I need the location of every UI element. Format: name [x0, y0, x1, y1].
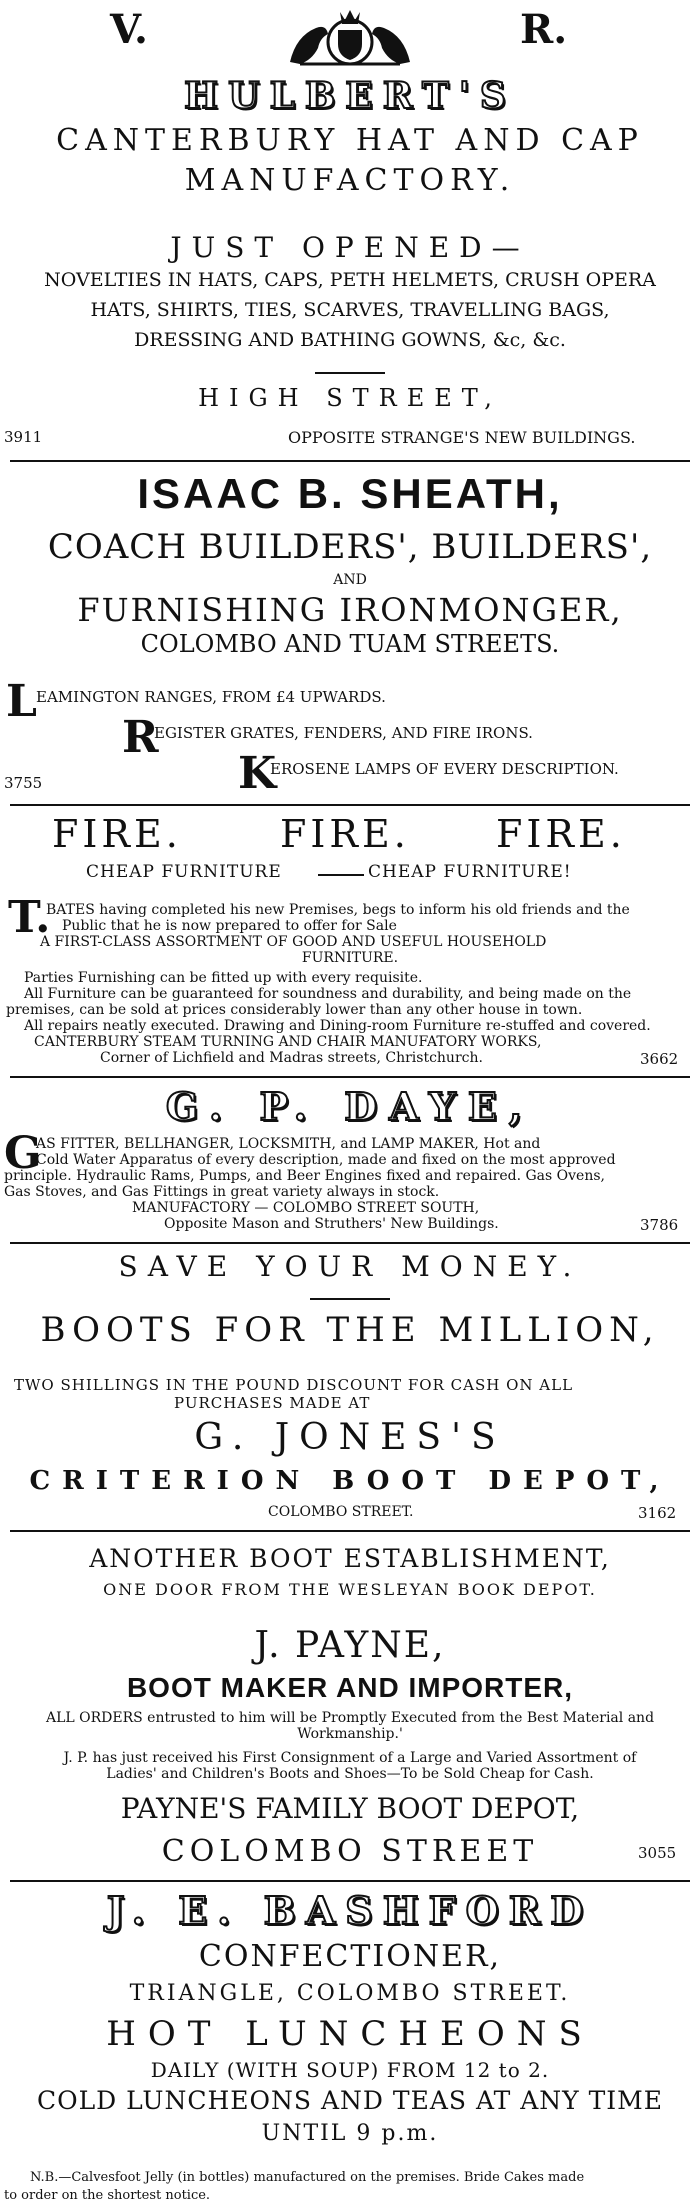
jones-name: G. JONES'S [194, 1417, 506, 1458]
bates-p9: CANTERBURY STEAM TURNING AND CHAIR MANUFATORY WORKS, [34, 1034, 542, 1050]
payne-name: J. PAYNE, [254, 1625, 446, 1666]
sheath-dropcap-k: K [238, 748, 277, 799]
sheath-dropcap-l: L [6, 676, 37, 727]
jones-number: 3162 [638, 1504, 677, 1522]
bates-p7: premises, can be sold at prices considerably lower than any other house in town. [6, 1002, 583, 1018]
divider-dash [315, 372, 385, 374]
jones-depot: CRITERION BOOT DEPOT, [29, 1466, 671, 1496]
fire-word-2: FIRE. [280, 812, 410, 856]
sheath-line2: FURNISHING IRONMONGER, [77, 591, 623, 629]
payne-street: COLOMBO STREET [161, 1834, 539, 1869]
section-rule [10, 1530, 690, 1532]
daye-dropcap: G [4, 1128, 42, 1179]
bashford-title: CONFECTIONER, [198, 1939, 502, 1974]
sheath-number: 3755 [4, 774, 43, 792]
header-left-letter: V. [110, 6, 148, 53]
header-right-letter: R. [520, 6, 568, 53]
jones-line1: BOOTS FOR THE MILLION, [40, 1310, 660, 1350]
daye-number: 3786 [640, 1216, 679, 1234]
hulberts-text3: DRESSING AND BATHING GOWNS, &c, &c. [134, 329, 566, 351]
bashford-cold: COLD LUNCHEONS AND TEAS AT ANY TIME [36, 2086, 664, 2115]
hulberts-text2: HATS, SHIRTS, TIES, SCARVES, TRAVELLING BAGS, [90, 299, 610, 321]
hulberts-name: HULBERT'S [184, 75, 516, 117]
bates-p5: Parties Furnishing can be fitted up with every requisite. [24, 970, 423, 986]
daye-name: G. P. DAYE, [165, 1084, 535, 1129]
hulberts-street: HIGH STREET, [198, 384, 502, 412]
fire-word-3: FIRE. [496, 812, 626, 856]
daye-p1: AS FITTER, BELLHANGER, LOCKSMITH, and LAMP MAKER, Hot and [36, 1136, 541, 1152]
fire-word-1: FIRE. [52, 812, 182, 856]
payne-depot: PAYNE'S FAMILY BOOT DEPOT, [120, 1792, 580, 1825]
royal-coat-of-arms-icon [270, 2, 430, 70]
hulberts-number: 3911 [4, 428, 43, 446]
daye-p3: principle. Hydraulic Rams, Pumps, and Beer Engines fixed and repaired. Gas Ovens, [4, 1168, 605, 1184]
bates-p8: All repairs neatly executed. Drawing and Dining-room Furniture re-stuffed and covered. [24, 1018, 651, 1034]
section-rule [10, 804, 690, 806]
sheath-and: AND [333, 572, 367, 588]
sheath-item3: EROSENE LAMPS OF EVERY DESCRIPTION. [270, 760, 619, 778]
payne-line2: ONE DOOR FROM THE WESLEYAN BOOK DEPOT. [103, 1580, 597, 1599]
sheath-item2: EGISTER GRATES, FENDERS, AND FIRE IRONS. [154, 724, 533, 742]
section-rule [10, 460, 690, 462]
bashford-until: UNTIL 9 p.m. [261, 2121, 439, 2146]
hulberts-opposite: OPPOSITE STRANGE'S NEW BUILDINGS. [288, 428, 636, 447]
hulberts-line2: MANUFACTORY. [184, 163, 516, 198]
daye-p2: Cold Water Apparatus of every description, made and fixed on the most approved [36, 1152, 616, 1168]
payne-p2: Workmanship.' [297, 1726, 403, 1742]
bates-p10: Corner of Lichfield and Madras streets, Christchurch. [100, 1050, 483, 1066]
payne-p4: Ladies' and Children's Boots and Shoes—To be Sold Cheap for Cash. [106, 1766, 594, 1782]
bates-p3: A FIRST-CLASS ASSORTMENT OF GOOD AND USEFUL HOUSEHOLD [40, 934, 547, 950]
bates-p4: FURNITURE. [301, 950, 399, 966]
divider-dash [310, 1298, 390, 1300]
bashford-name: J. E. BASHFORD [106, 1888, 594, 1933]
sheath-item1: EAMINGTON RANGES, FROM £4 UPWARDS. [36, 688, 386, 706]
jones-p2: PURCHASES MADE AT [174, 1394, 371, 1412]
bates-dropcap: T. [8, 892, 51, 943]
bates-number: 3662 [640, 1050, 679, 1068]
bashford-daily: DAILY (WITH SOUP) FROM 12 to 2. [150, 2058, 550, 2082]
bates-p6: All Furniture can be guaranteed for soundness and durability, and being made on the [24, 986, 632, 1002]
bashford-address: TRIANGLE, COLOMBO STREET. [129, 1981, 571, 2006]
sheath-name: ISAAC B. SHEATH, [137, 470, 563, 517]
bashford-nb1: N.B.—Calvesfoot Jelly (in bottles) manufactured on the premises. Bride Cakes made [30, 2170, 585, 2185]
hulberts-text1: NOVELTIES IN HATS, CAPS, PETH HELMETS, CRUSH OPERA [44, 269, 656, 291]
bates-p2: Public that he is now prepared to offer for Sale [62, 918, 397, 934]
payne-title: BOOT MAKER AND IMPORTER, [126, 1672, 574, 1703]
payne-number: 3055 [638, 1844, 677, 1862]
bashford-nb2: to order on the shortest notice. [4, 2188, 211, 2203]
section-rule [10, 1880, 690, 1882]
section-rule [10, 1242, 690, 1244]
daye-p5: MANUFACTORY — COLOMBO STREET SOUTH, [132, 1200, 480, 1216]
hulberts-headline: JUST OPENED— [170, 231, 530, 264]
payne-p3: J. P. has just received his First Consignment of a Large and Varied Assortment of [63, 1750, 637, 1766]
daye-p4: Gas Stoves, and Gas Fittings in great variety always in stock. [4, 1184, 440, 1200]
sheath-line3: COLOMBO AND TUAM STREETS. [140, 630, 560, 658]
section-rule [10, 1076, 690, 1078]
jones-street: COLOMBO STREET. [268, 1504, 414, 1520]
jones-p1: TWO SHILLINGS IN THE POUND DISCOUNT FOR CASH ON ALL [14, 1376, 574, 1394]
hulberts-line1: CANTERBURY HAT AND CAP [56, 123, 644, 158]
jones-headline: SAVE YOUR MONEY. [118, 1250, 582, 1283]
bates-p1: BATES having completed his new Premises, begs to inform his old friends and the [46, 902, 630, 918]
sheath-line1: COACH BUILDERS', BUILDERS', [47, 527, 653, 567]
sheath-dropcap-r: R [122, 712, 159, 763]
divider-dash [318, 874, 364, 876]
payne-line1: ANOTHER BOOT ESTABLISHMENT, [89, 1544, 611, 1573]
daye-p6: Opposite Mason and Struthers' New Buildings. [164, 1216, 499, 1232]
cheap-furniture-1: CHEAP FURNITURE [86, 862, 282, 882]
bashford-headline: HOT LUNCHEONS [106, 2014, 594, 2054]
payne-p1: ALL ORDERS entrusted to him will be Promptly Executed from the Best Material and [45, 1710, 655, 1726]
cheap-furniture-2: CHEAP FURNITURE! [368, 862, 572, 882]
